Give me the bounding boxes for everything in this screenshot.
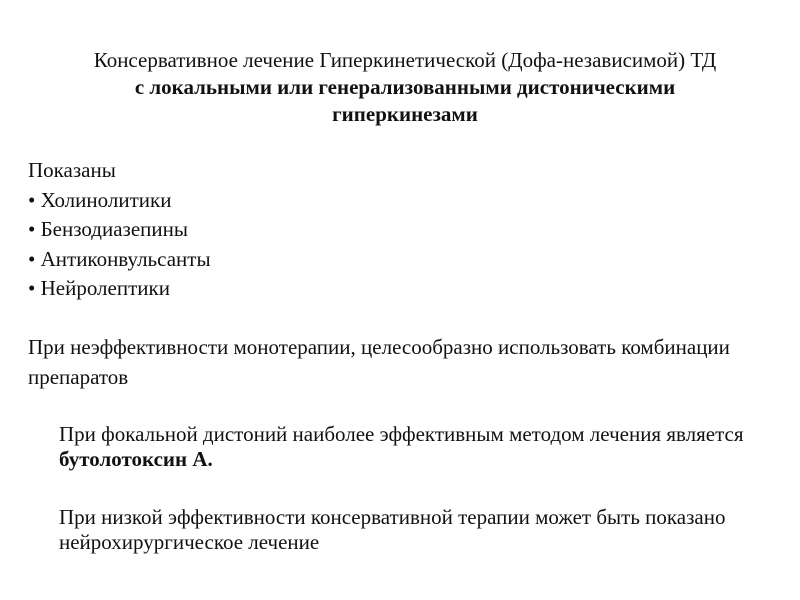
list-item: • Бензодиазепины bbox=[28, 215, 211, 245]
list-item: • Антиконвульсанты bbox=[28, 245, 211, 275]
surgery-paragraph: При низкой эффективности консервативной терапии может быть показано нейрохирургическое лечение bbox=[59, 505, 726, 554]
focal-dystonia-paragraph bbox=[59, 422, 779, 472]
indications-heading: Показаны bbox=[28, 158, 116, 182]
combination-therapy-paragraph: При неэффективности монотерапии, целесообразно использовать комбинации препаратов bbox=[28, 335, 730, 389]
list-item: • Холинолитики bbox=[28, 186, 211, 216]
indications-list bbox=[28, 156, 211, 304]
title-line-bold: с локальными или генерализованными дистоническими гиперкинезами bbox=[134, 75, 676, 126]
focal-dystonia-drug: бутолотоксин А. bbox=[59, 447, 213, 471]
list-item: • Нейролептики bbox=[28, 274, 211, 304]
slide-title bbox=[20, 47, 790, 128]
focal-dystonia-text: При фокальной дистоний наиболее эффективным методом лечения является bbox=[59, 422, 744, 446]
title-line-regular: Консервативное лечение Гиперкинетической (Дофа-независимой) ТД bbox=[93, 48, 717, 72]
